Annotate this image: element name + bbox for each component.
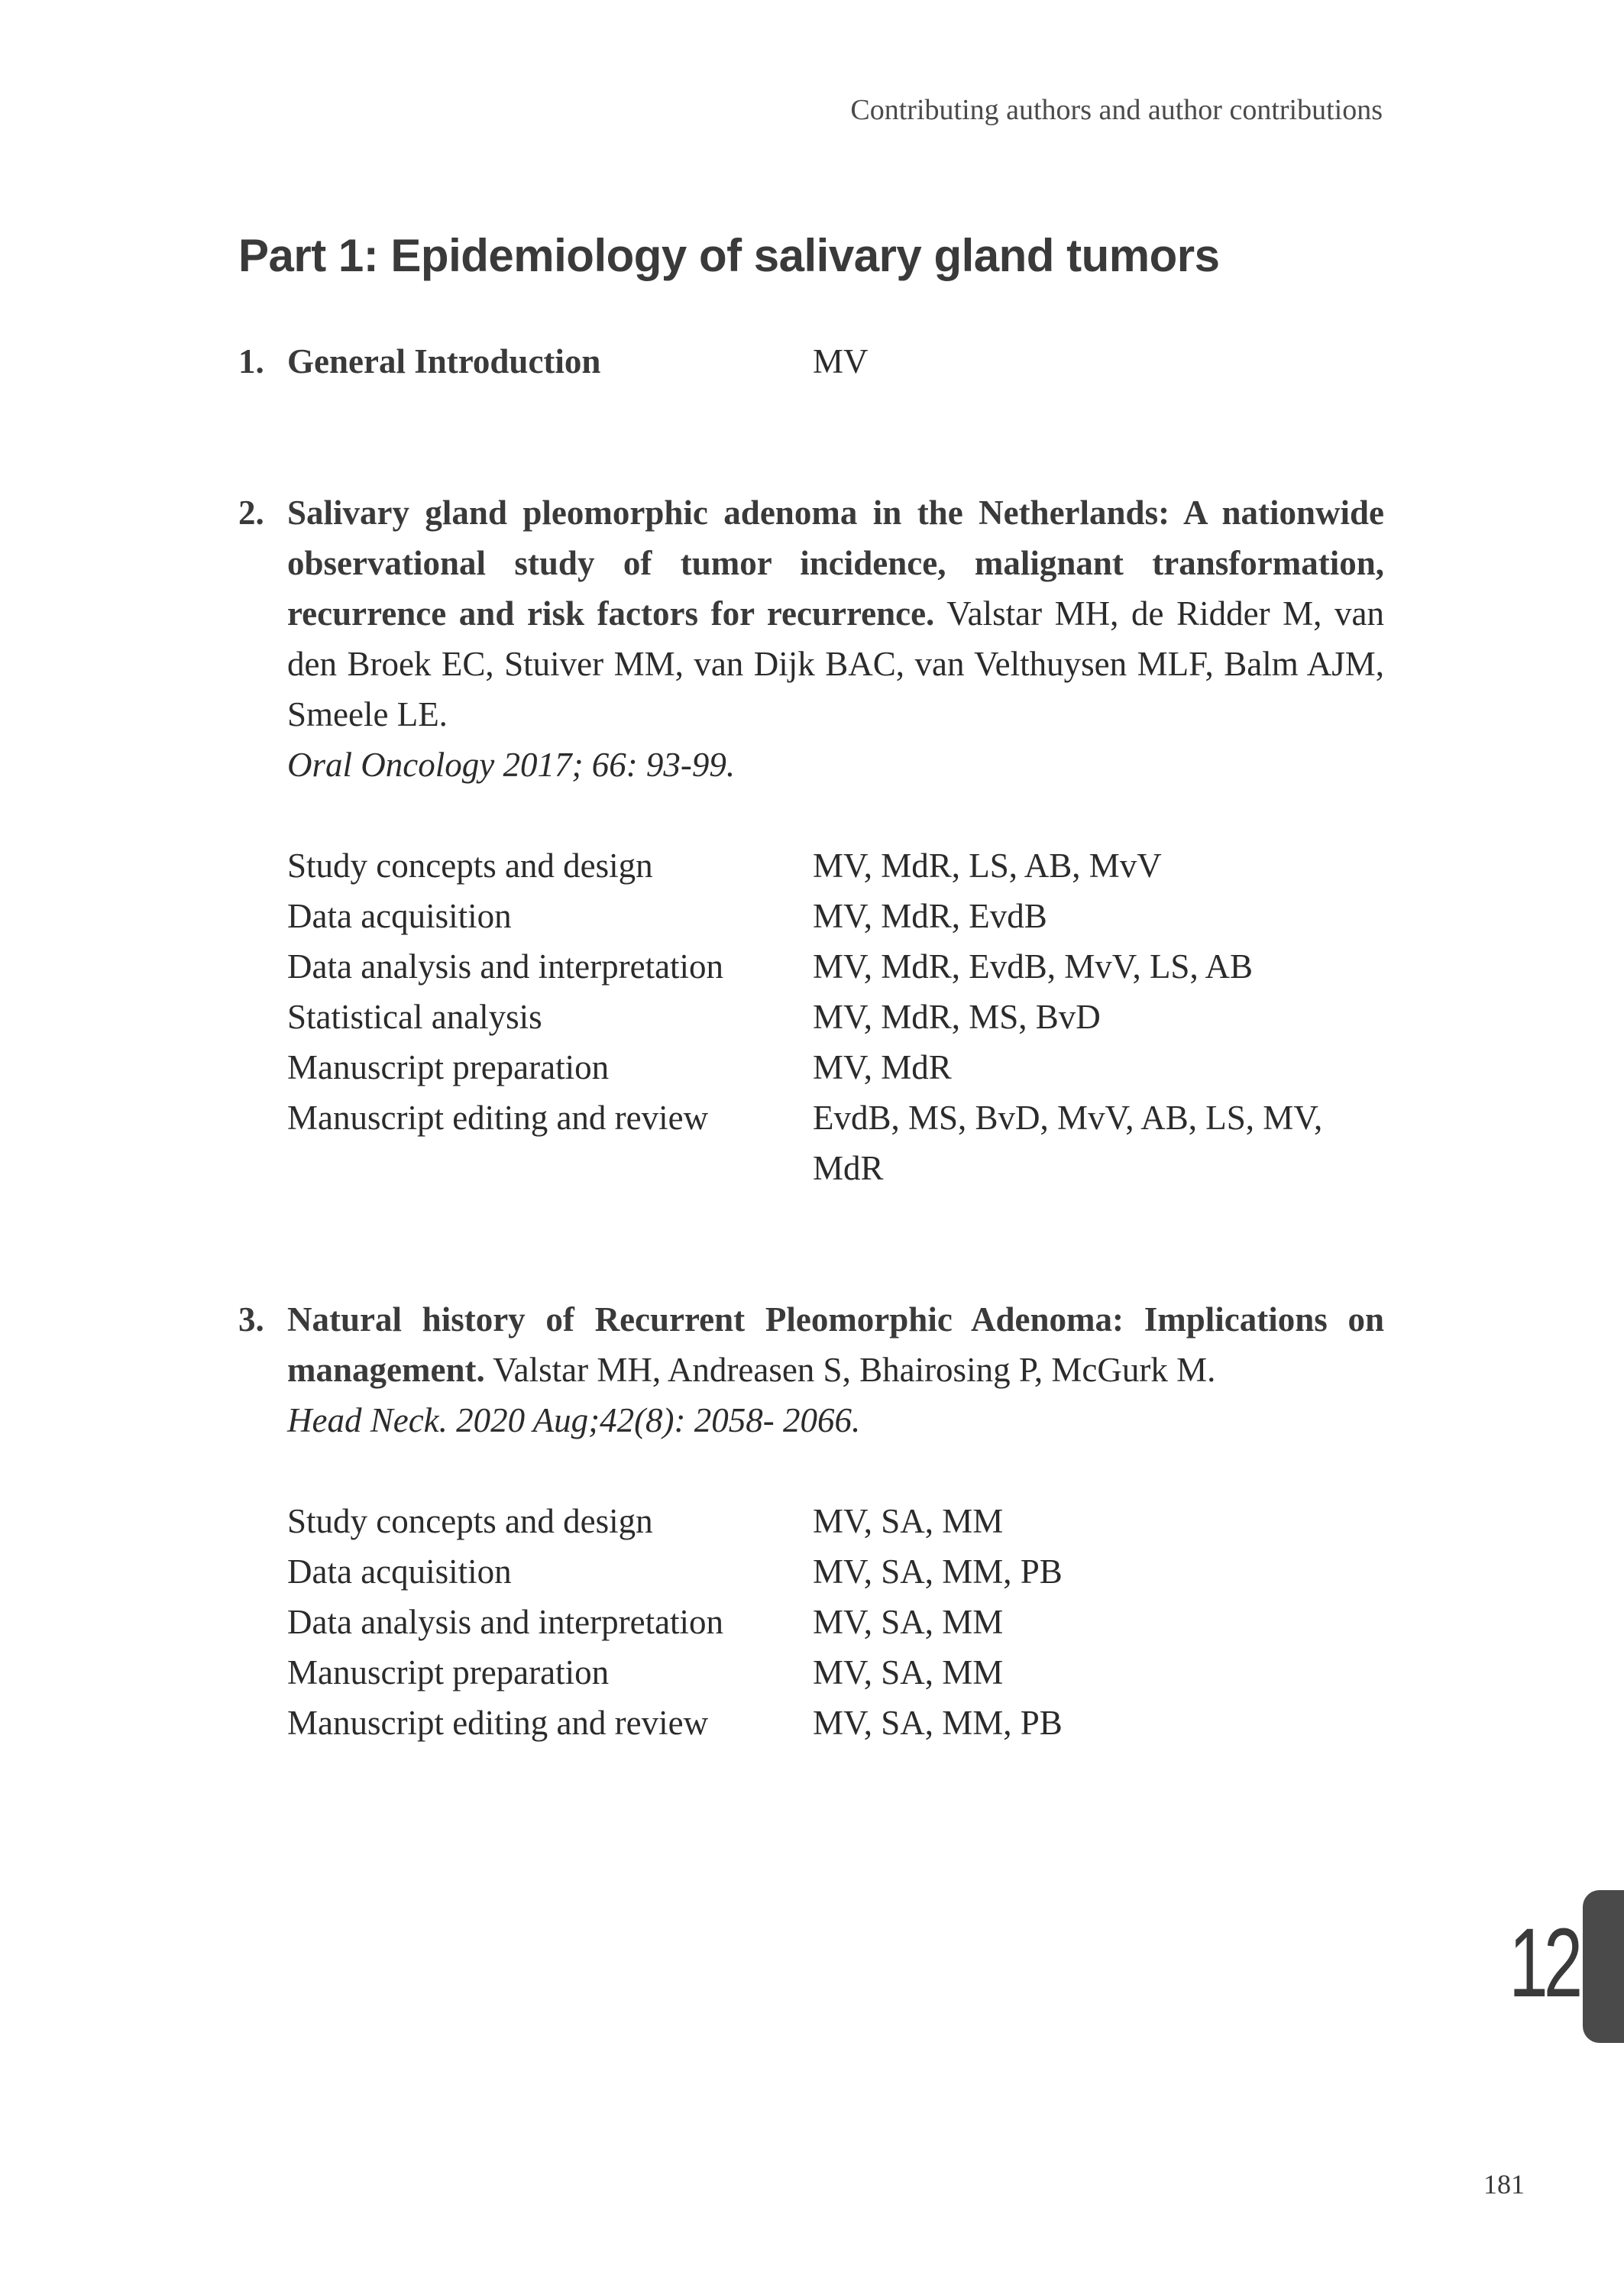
contribution-role: Manuscript preparation [287,1653,610,1691]
contribution-role: Manuscript editing and review [287,1099,709,1137]
entry-title: General Introduction [287,342,601,380]
spacer [238,1193,1384,1294]
contribution-authors: MV, SA, MM, PB [813,1552,1063,1591]
contribution-row [287,840,1384,891]
entry-number: 3. [238,1300,264,1339]
contribution-row [287,1042,1384,1093]
contribution-authors: MV, MdR, EvdB, MvV, LS, AB [813,947,1253,986]
contribution-role: Data acquisition [287,897,512,935]
contribution-authors: MV, SA, MM [813,1502,1004,1540]
journal-reference: Head Neck. 2020 Aug;42(8): 2058- 2066. [287,1401,861,1439]
contribution-row [287,992,1384,1042]
contribution-row [287,1093,1384,1193]
contribution-authors: EvdB, MS, BvD, MvV, AB, LS, MV, MdR [813,1099,1323,1187]
contribution-role: Study concepts and design [287,847,653,885]
contribution-authors: MV, SA, MM, PB [813,1704,1063,1742]
contribution-row [287,1546,1384,1597]
entry-number: 2. [238,494,264,532]
contribution-row [287,941,1384,992]
running-header: Contributing authors and author contributions [850,94,1383,126]
contribution-authors: MV, MdR, LS, AB, MvV [813,847,1162,885]
contributions-table [287,1496,1384,1748]
paper-title: Salivary gland pleomorphic adenoma in the Netherlands: A nationwide observational study of tumor incidence, malignant transformation, recurrence and risk factors for recurrence. [287,494,1384,633]
contribution-role: Data analysis and interpretation [287,947,724,986]
document-body [238,336,1384,1748]
contribution-row [287,1698,1384,1748]
contribution-role: Study concepts and design [287,1502,653,1540]
entry-1 [238,336,1384,387]
entry-authors: MV [813,342,869,380]
paper-title: Natural history of Recurrent Pleomorphic Adenoma: Implications on management. [287,1300,1384,1389]
contribution-role: Statistical analysis [287,998,542,1036]
entry-number: 1. [238,342,264,380]
entry-1-row [287,336,1384,387]
contribution-authors: MV, MdR, MS, BvD [813,998,1101,1036]
chapter-number: 12 [1509,1908,1578,2018]
chapter-tab [1583,1890,1624,2043]
contributions-table [287,840,1384,1193]
contribution-row [287,891,1384,941]
contribution-role: Data acquisition [287,1552,512,1591]
contribution-row [287,1496,1384,1546]
contribution-row [287,1647,1384,1698]
contribution-authors: MV, SA, MM [813,1653,1004,1691]
spacer [238,387,1384,487]
citation-authors: Valstar MH, Andreasen S, Bhairosing P, McGurk M. [493,1351,1216,1389]
contribution-role: Manuscript editing and review [287,1704,709,1742]
contribution-authors: MV, MdR [813,1048,952,1086]
contribution-row [287,1597,1384,1647]
contribution-role: Data analysis and interpretation [287,1603,724,1641]
page-number: 181 [1483,2169,1525,2200]
entry-3 [238,1294,1384,1748]
part-title: Part 1: Epidemiology of salivary gland tumors [238,230,1220,281]
citation [287,1294,1384,1445]
journal-reference: Oral Oncology 2017; 66: 93-99. [287,746,736,784]
contribution-authors: MV, MdR, EvdB [813,897,1047,935]
contribution-authors: MV, SA, MM [813,1603,1004,1641]
citation [287,487,1384,790]
citation-authors: Valstar MH, de Ridder M, van den Broek EC, Stuiver MM, van Dijk BAC, van Velthuysen MLF, Balm AJM, Smeele LE. [287,594,1385,733]
contribution-role: Manuscript preparation [287,1048,610,1086]
entry-2 [238,487,1384,1193]
